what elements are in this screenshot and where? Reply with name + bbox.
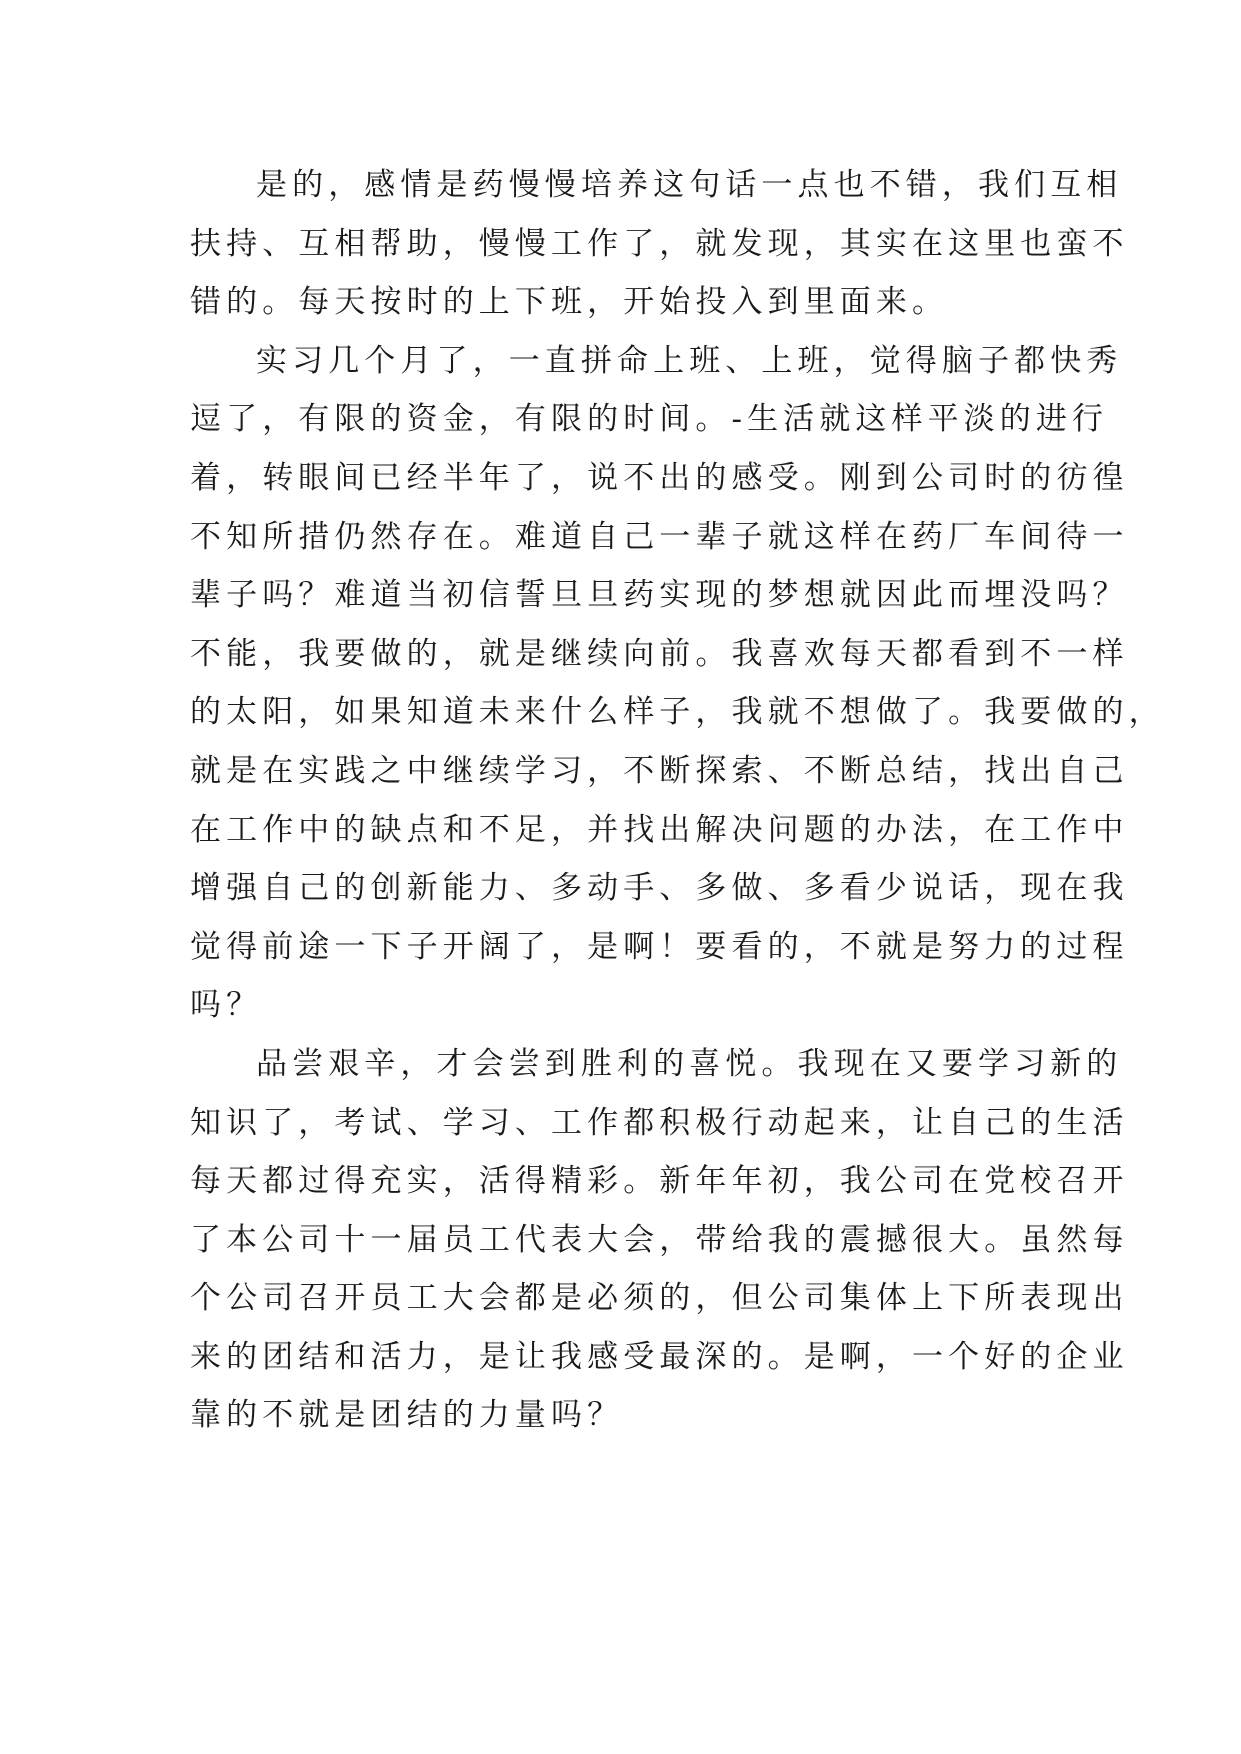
text-line: 每天都过得充实，活得精彩。新年年初，我公司在党校召开	[190, 1163, 1129, 1200]
text-line: 是的，感情是药慢慢培养这句话一点也不错，我们互相	[256, 167, 1123, 203]
paragraph-3	[190, 1035, 1129, 1445]
text-line: 吗？	[190, 987, 263, 1024]
text-line: 了本公司十一届员工代表大会，带给我的震撼很大。虽然每	[190, 1221, 1129, 1258]
text-line: 个公司召开员工大会都是必须的，但公司集体上下所表现出	[190, 1280, 1129, 1317]
text-line: 品尝艰辛，才会尝到胜利的喜悦。我现在又要学习新的	[256, 1045, 1123, 1082]
text-line: 着，转眼间已经半年了，说不出的感受。刚到公司时的彷徨	[190, 459, 1129, 496]
text-line: 扶持、互相帮助，慢慢工作了，就发现，其实在这里也蛮不	[190, 225, 1129, 262]
text-line: 辈子吗？难道当初信誓旦旦药实现的梦想就因此而埋没吗？	[190, 577, 1129, 614]
text-line: 不能，我要做的，就是继续向前。我喜欢每天都看到不一样	[190, 635, 1129, 672]
text-line: 就是在实践之中继续学习，不断探索、不断总结，找出自己	[190, 752, 1129, 789]
text-line: 不知所措仍然存在。难道自己一辈子就这样在药厂车间待一	[190, 518, 1129, 555]
text-line: 知识了，考试、学习、工作都积极行动起来，让自己的生活	[190, 1104, 1129, 1141]
text-line: 增强自己的创新能力、多动手、多做、多看少说话，现在我	[190, 870, 1129, 907]
text-line: 觉得前途一下子开阔了，是啊！要看的，不就是努力的过程	[190, 928, 1129, 965]
paragraph-1	[190, 156, 1129, 332]
text-line: 来的团结和活力，是让我感受最深的。是啊，一个好的企业	[190, 1338, 1129, 1375]
document-body	[190, 156, 1165, 1445]
text-line: 在工作中的缺点和不足，并找出解决问题的办法，在工作中	[190, 811, 1129, 848]
text-line: 逗了，有限的资金，有限的时间。-生活就这样平淡的进行	[190, 401, 1109, 438]
text-line: 实习几个月了，一直拼命上班、上班，觉得脑子都快秀	[256, 342, 1123, 379]
text-line: 的太阳，如果知道未来什么样子，我就不想做了。我要做的，	[190, 694, 1165, 731]
text-line: 错的。每天按时的上下班，开始投入到里面来。	[190, 284, 949, 321]
text-line: 靠的不就是团结的力量吗？	[190, 1397, 624, 1434]
paragraph-2	[190, 332, 1165, 1035]
